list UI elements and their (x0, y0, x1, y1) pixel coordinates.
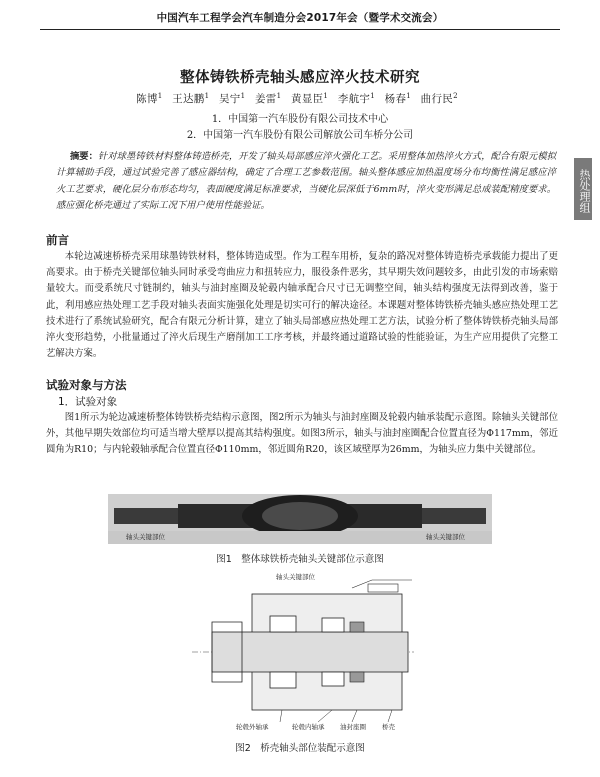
author: 李航宇 (337, 93, 371, 105)
fig2-label-seal-ring: 油封座圈 (340, 723, 366, 731)
abstract (56, 149, 556, 214)
fig2-label-housing: 桥壳 (382, 723, 395, 731)
figure-1-caption: 图1 整体球铁桥壳轴头关键部位示意图 (216, 554, 384, 565)
section-side-tab: 热处理组 (574, 158, 592, 220)
author: 陈博 (136, 93, 158, 105)
section-heading-intro: 前言 (46, 233, 69, 247)
paper-title: 整体铸铁桥壳轴头感应淬火技术研究 (180, 70, 420, 86)
running-header: 中国汽车工程学会汽车制造分会2017年会（暨学术交流会） (156, 12, 444, 24)
test-paragraph: 图1所示为轮边减速桥整体铸铁桥壳结构示意图，图2所示为轴头与油封座圈及轮毂内轴承装配示意图。除轴头关键部位外，其他早期失效部位均可适当增大壁厚以提高其结构强度。如图3所示，轴头与油封座圈配合位置直径为Φ117mm，邻近圆角为R10；与内轮毂轴承配合位置直径Φ110mm，邻近圆角R20，该区域壁厚为26mm，为轴头应力集中关键部位。 (46, 412, 558, 456)
figure-2-caption: 图2 桥壳轴头部位装配示意图 (235, 743, 365, 754)
intro-paragraph: 本轮边减速桥桥壳采用球墨铸铁材料，整体铸造成型。作为工程车用桥，复杂的路况对整体铸造桥壳承载能力提出了更高要求。由于桥壳关键部位轴头同时承受弯曲应力和扭转应力，服役条件恶劣，其早期失效问题较多，由此引发的市场索赔量较大。而受系统尺寸链制约，轴头与油封座圈及轮毂内轴承配合尺寸已无调整空间，轴头结构强度无法得到改善，鉴于此，利用感应热处理工艺手段对轴头表面实施强化处理是切实可行的解决途径。本课题对整体铸铁桥壳轴头感应热处理工艺技术进行了系统试验研究，配合有限元分析计算，建立了轴头局部感应热处理工艺方法，试验分析了整体铸铁桥壳轴头局部淬火变形趋势，小批量通过了淬火后现生产磨削加工工序考核，并最终通过道路试验的性能验证，为生产应用提供了完整工艺解决方案。 (46, 251, 558, 360)
fig1-left-label: 轴头关键部位 (126, 533, 165, 541)
author: 姜雷 (255, 93, 277, 105)
author: 黄显臣 (291, 93, 324, 105)
fig2-label-outer-bearing: 轮毂外轴承 (236, 723, 269, 731)
abstract-label: 摘要： (69, 151, 98, 162)
header-rule (40, 29, 560, 30)
author: 曲行民 (420, 93, 454, 105)
abstract-text: 针对球墨铸铁材料整体铸造桥壳，开发了轴头局部感应淬火强化工艺。采用整体加热淬火方式，配合有限元模拟计算辅助手段，通过试验完善了感应器结构，确定了合理工艺参数范围。轴头整体感应加热温度场分布均衡性满足感应淬火工艺要求，硬化层分布形态均匀，表面硬度满足标准要求，当硬化层深低于6mm时，淬火变形满足总成装配精度要求。感应强化桥壳通过了实际工况下用户使用性能验证。 (56, 151, 556, 211)
figure-1-axle-housing (108, 494, 492, 544)
fig2-top-label: 轴头关键部位 (276, 573, 315, 581)
section-heading-test: 试验对象与方法 (46, 378, 127, 392)
affiliation-2: 2．中国第一汽车股份有限公司解放公司车桥分公司 (186, 130, 414, 141)
author: 王达鹏 (172, 93, 205, 105)
fig1-right-label: 轴头关键部位 (426, 533, 465, 541)
subsection-heading: 1．试验对象 (58, 396, 118, 408)
assembly-section-drawing (192, 572, 414, 732)
figure-2-assembly (192, 572, 414, 732)
author: 吴宁 (218, 93, 241, 105)
author-list: 陈博$^1$ 王达鹏$^1$ 吴宁$^1$ 姜雷$^1$ 黄显臣$^1$ 李航宇$^1$ 杨春$^1$ 曲行民$^2$ (136, 91, 458, 105)
fig2-label-inner-bearing: 轮毂内轴承 (292, 723, 325, 731)
author: 杨春 (384, 93, 407, 105)
affiliation-1: 1．中国第一汽车股份有限公司技术中心 (211, 114, 389, 125)
